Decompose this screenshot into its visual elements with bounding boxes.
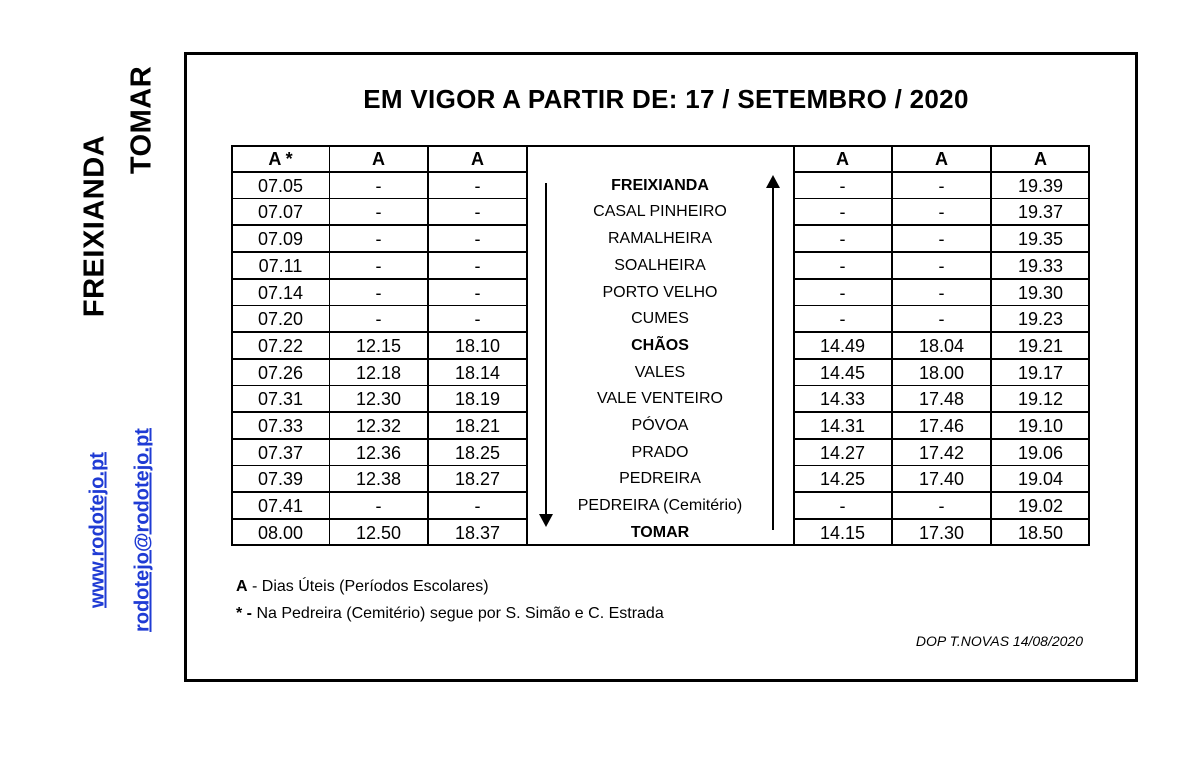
- stop-name: PORTO VELHO: [602, 283, 718, 301]
- route-origin-label: FREIXIANDA: [78, 134, 111, 318]
- inbound-time-cell: 19.21: [991, 332, 1090, 359]
- outbound-time-cell: 12.38: [329, 465, 428, 492]
- inbound-time-cell: 17.46: [892, 412, 991, 439]
- outbound-time-cell: -: [428, 172, 527, 199]
- outbound-header-cell: A *: [231, 145, 330, 172]
- outbound-time-cell: -: [329, 279, 428, 306]
- outbound-time-cell: 07.09: [231, 225, 330, 252]
- stop-name: VALES: [634, 363, 686, 381]
- route-destination-label: TOMAR: [125, 65, 158, 175]
- outbound-time-cell: 07.33: [231, 412, 330, 439]
- inbound-time-cell: -: [892, 252, 991, 279]
- outbound-time-cell: -: [428, 305, 527, 332]
- outbound-time-cell: 07.22: [231, 332, 330, 359]
- inbound-time-cell: -: [892, 305, 991, 332]
- outbound-time-cell: -: [329, 492, 428, 519]
- inbound-time-cell: 14.15: [793, 519, 892, 546]
- inbound-time-cell: -: [793, 225, 892, 252]
- outbound-time-cell: -: [329, 305, 428, 332]
- outbound-time-cell: 07.39: [231, 465, 330, 492]
- inbound-time-cell: -: [892, 198, 991, 225]
- down-arrowhead-icon: [539, 514, 553, 528]
- outbound-time-cell: -: [428, 492, 527, 519]
- outbound-time-cell: 12.15: [329, 332, 428, 359]
- stop-name: CUMES: [631, 310, 689, 328]
- inbound-header-cell: A: [991, 145, 1090, 172]
- inbound-time-cell: 18.04: [892, 332, 991, 359]
- inbound-time-cell: -: [793, 198, 892, 225]
- stop-name: PÓVOA: [631, 417, 689, 434]
- inbound-time-cell: -: [892, 492, 991, 519]
- outbound-time-cell: 08.00: [231, 519, 330, 546]
- inbound-time-cell: -: [892, 172, 991, 199]
- outbound-header-cell: A: [428, 145, 527, 172]
- stop-name: SOALHEIRA: [614, 256, 706, 274]
- stop-name: PRADO: [631, 443, 689, 461]
- outbound-time-cell: -: [329, 172, 428, 199]
- outbound-time-cell: 12.32: [329, 412, 428, 439]
- up-arrow-icon: [766, 175, 780, 530]
- outbound-time-cell: 18.37: [428, 519, 527, 546]
- inbound-time-cell: 14.33: [793, 385, 892, 412]
- inbound-time-cell: 19.10: [991, 412, 1090, 439]
- timetable-grid: [231, 145, 1090, 546]
- stop-name: VALE VENTEIRO: [597, 390, 723, 408]
- outbound-time-cell: 07.14: [231, 279, 330, 306]
- stop-name: PEDREIRA: [619, 470, 701, 488]
- inbound-time-cell: 14.25: [793, 465, 892, 492]
- outbound-header-cell: A: [329, 145, 428, 172]
- inbound-time-cell: 19.35: [991, 225, 1090, 252]
- inbound-time-cell: 14.31: [793, 412, 892, 439]
- outbound-time-cell: 07.11: [231, 252, 330, 279]
- outbound-time-cell: 07.37: [231, 439, 330, 466]
- outbound-time-cell: 07.20: [231, 305, 330, 332]
- inbound-time-cell: 19.06: [991, 439, 1090, 466]
- inbound-time-cell: 18.50: [991, 519, 1090, 546]
- outbound-time-cell: -: [428, 198, 527, 225]
- inbound-time-cell: -: [793, 492, 892, 519]
- inbound-time-cell: 19.39: [991, 172, 1090, 199]
- outbound-time-cell: 12.30: [329, 385, 428, 412]
- legend-a-key: A: [236, 578, 248, 595]
- outbound-time-cell: -: [329, 198, 428, 225]
- document-reference: DOP T.NOVAS 14/08/2020: [915, 633, 1083, 649]
- legend-a: [236, 578, 489, 596]
- legend-a-text: - Dias Úteis (Períodos Escolares): [247, 578, 489, 595]
- email-link[interactable]: rodotejo@rodotejo.pt: [131, 428, 154, 632]
- stops-column: [527, 145, 793, 546]
- inbound-time-cell: 14.45: [793, 359, 892, 386]
- inbound-time-cell: 19.33: [991, 252, 1090, 279]
- outbound-time-cell: -: [428, 279, 527, 306]
- inbound-time-cell: -: [892, 279, 991, 306]
- outbound-time-cell: 18.27: [428, 465, 527, 492]
- inbound-time-cell: 17.48: [892, 385, 991, 412]
- inbound-time-cell: 19.02: [991, 492, 1090, 519]
- inbound-time-cell: 14.49: [793, 332, 892, 359]
- inbound-time-cell: 14.27: [793, 439, 892, 466]
- inbound-time-cell: 17.42: [892, 439, 991, 466]
- inbound-time-cell: 19.04: [991, 465, 1090, 492]
- outbound-time-cell: 18.25: [428, 439, 527, 466]
- outbound-time-cell: -: [329, 252, 428, 279]
- legend-star: [236, 605, 664, 623]
- inbound-header-cell: A: [892, 145, 991, 172]
- inbound-time-cell: -: [793, 252, 892, 279]
- inbound-time-cell: 19.23: [991, 305, 1090, 332]
- inbound-header-cell: A: [793, 145, 892, 172]
- stop-name: TOMAR: [630, 523, 690, 541]
- inbound-time-cell: -: [892, 225, 991, 252]
- outbound-time-cell: -: [428, 252, 527, 279]
- inbound-time-cell: 19.37: [991, 198, 1090, 225]
- inbound-time-cell: 19.17: [991, 359, 1090, 386]
- inbound-time-cell: -: [793, 172, 892, 199]
- inbound-time-cell: -: [793, 305, 892, 332]
- effective-date-title: EM VIGOR A PARTIR DE: 17 / SETEMBRO / 2020: [363, 84, 969, 114]
- outbound-time-cell: 07.07: [231, 198, 330, 225]
- outbound-time-cell: 18.10: [428, 332, 527, 359]
- down-arrow-icon: [539, 183, 553, 528]
- outbound-time-cell: 18.21: [428, 412, 527, 439]
- outbound-time-cell: 18.14: [428, 359, 527, 386]
- stop-name: CHÃOS: [631, 336, 689, 354]
- stop-name: FREIXIANDA: [611, 176, 709, 194]
- stop-name: CASAL PINHEIRO: [593, 203, 727, 221]
- outbound-time-cell: 18.19: [428, 385, 527, 412]
- outbound-time-cell: 12.18: [329, 359, 428, 386]
- legend-star-key: * -: [236, 605, 252, 622]
- stop-name: RAMALHEIRA: [607, 230, 713, 248]
- website-link[interactable]: www.rodotejo.pt: [86, 452, 109, 608]
- inbound-time-cell: 18.00: [892, 359, 991, 386]
- outbound-time-cell: -: [428, 225, 527, 252]
- inbound-time-cell: 17.40: [892, 465, 991, 492]
- outbound-time-cell: -: [329, 225, 428, 252]
- outbound-time-cell: 12.50: [329, 519, 428, 546]
- outbound-time-cell: 07.05: [231, 172, 330, 199]
- legend-star-text: Na Pedreira (Cemitério) segue por S. Simão e C. Estrada: [252, 605, 664, 622]
- stop-name: PEDREIRA (Cemitério): [577, 497, 743, 515]
- inbound-time-cell: 19.12: [991, 385, 1090, 412]
- outbound-time-cell: 07.41: [231, 492, 330, 519]
- inbound-time-cell: -: [793, 279, 892, 306]
- outbound-time-cell: 07.26: [231, 359, 330, 386]
- outbound-time-cell: 12.36: [329, 439, 428, 466]
- outbound-time-cell: 07.31: [231, 385, 330, 412]
- inbound-time-cell: 19.30: [991, 279, 1090, 306]
- inbound-time-cell: 17.30: [892, 519, 991, 546]
